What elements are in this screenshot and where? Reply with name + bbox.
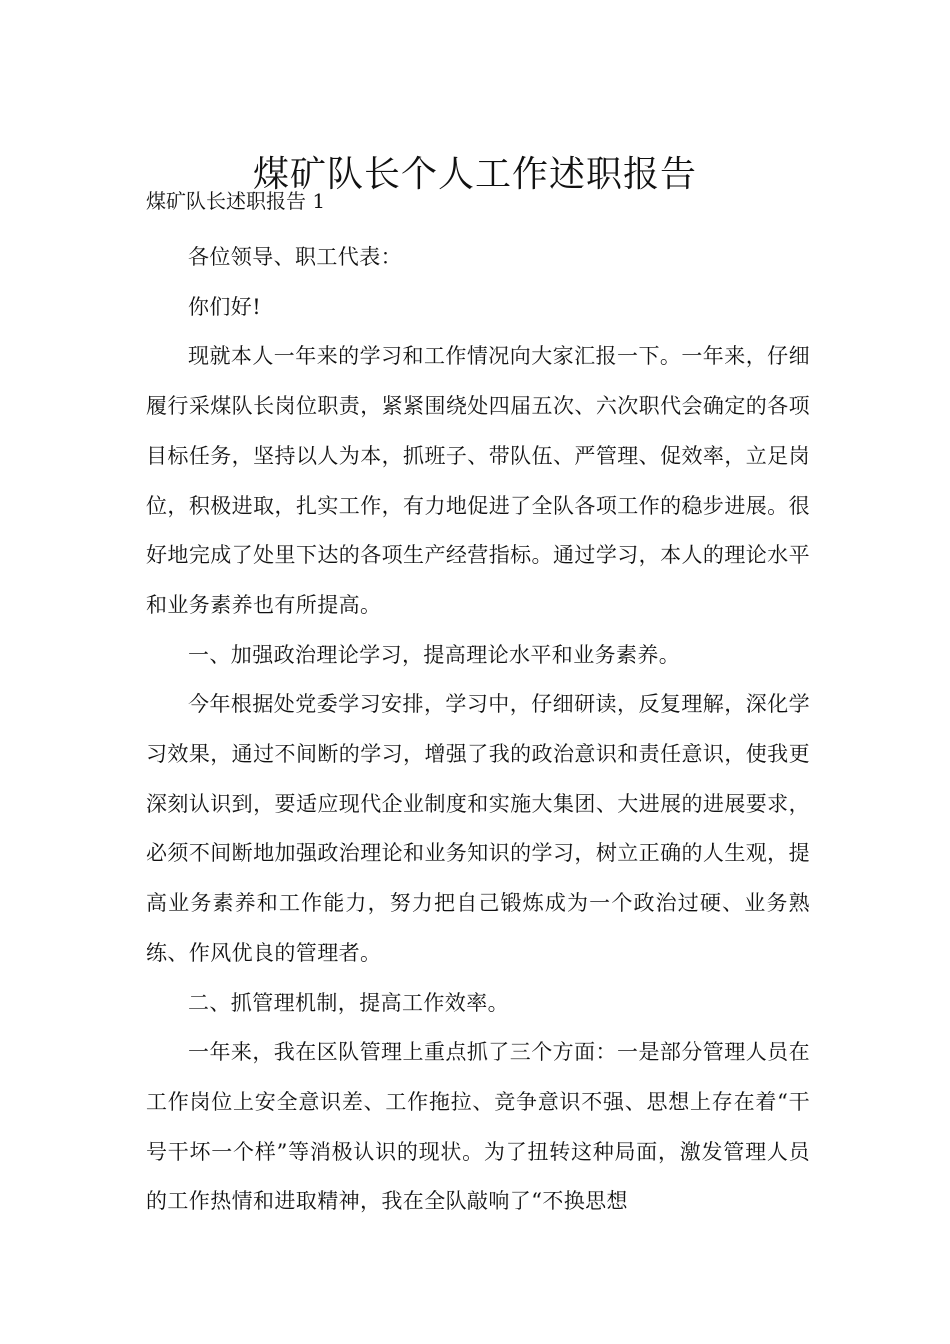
section-heading-2: 二、抓管理机制，提高工作效率。 [188, 990, 509, 1015]
salutation-paragraph: 你们好! [188, 294, 262, 319]
section-body-1: 今年根据处党委学习安排，学习中，仔细研读，反复理解，深化学习效果，通过不间断的学习，增强了我的政治意识和责任意识，使我更深刻认识到，要适应现代企业制度和实施大集团、大进展的进展要求，必须不间断地加强政治理论和业务知识的学习，树立正确的人生观，提高业务素养和工作能力，努力把自己锻炼成为一个政治过硬、业务熟练、作风优良的管理者。 [146, 692, 810, 965]
intro-paragraph: 现就本人一年来的学习和工作情况向大家汇报一下。一年来，仔细履行采煤队长岗位职责，紧紧围绕处四届五次、六次职代会确定的各项目标任务，坚持以人为本，抓班子、带队伍、严管理、促效率，立足岗位，积极进取，扎实工作，有力地促进了全队各项工作的稳步进展。很好地完成了处里下达的各项生产经营指标。通过学习，本人的理论水平和业务素养也有所提高。 [146, 344, 810, 617]
greeting-paragraph: 各位领导、职工代表： [188, 245, 402, 269]
document-body [146, 233, 810, 1227]
document-subtitle: 煤矿队长述职报告 1 [146, 189, 326, 213]
section-body-2: 一年来，我在区队管理上重点抓了三个方面：一是部分管理人员在工作岗位上安全意识差、工作拖拉、竞争意识不强、思想上存在着“干号干坏一个样”等消极认识的现状。为了扭转这种局面，激发管理人员的工作热情和进取精神，我在全队敲响了“不换思想 [146, 1040, 810, 1214]
document-title: 煤矿队长个人工作述职报告 [252, 154, 697, 196]
section-heading-1: 一、加强政治理论学习，提高理论水平和业务素养。 [188, 642, 681, 667]
